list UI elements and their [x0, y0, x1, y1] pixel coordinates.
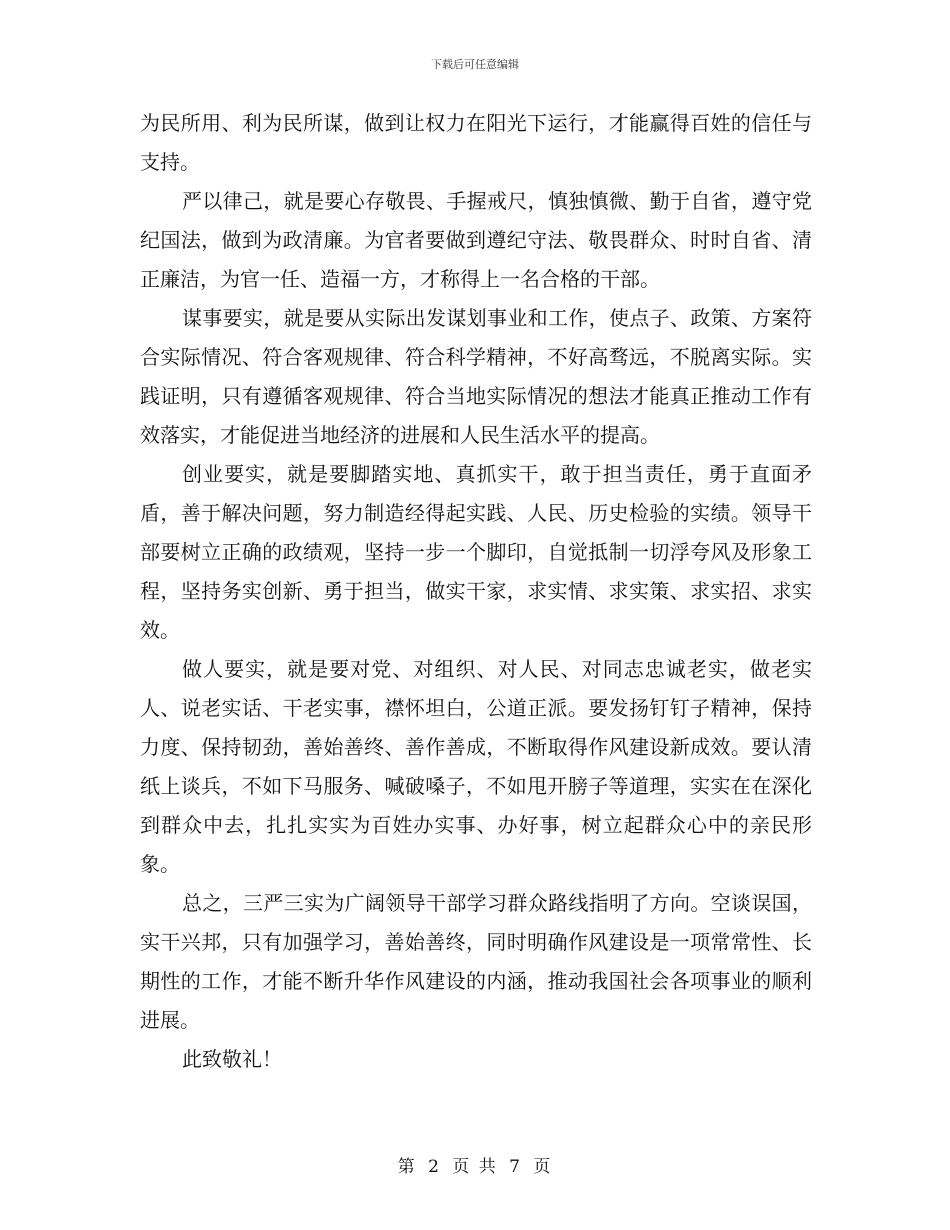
footer-page-number: 2 — [428, 1157, 441, 1177]
document-body — [140, 104, 812, 1079]
footer-total-pages: 7 — [509, 1157, 522, 1177]
page-header — [0, 56, 950, 72]
footer-middle: 页 共 — [452, 1157, 498, 1177]
paragraph-strict-self-discipline: 严以律己，就是要心存敬畏、手握戒尺，慎独慎微、勤于自省，遵守党纪国法，做到为政清廉。为官者要做到遵纪守法、敬畏群众、时时自省、清正廉洁，为官一任、造福一方，才称得上一名合格的干部。 — [140, 189, 812, 291]
paragraph-practical-entrepreneurship: 创业要实，就是要脚踏实地、真抓实干，敢于担当责任，勇于直面矛盾，善于解决问题，努力制造经得起实践、人民、历史检验的实绩。领导干部要树立正确的政绩观，坚持一步一个脚印，自觉抵制一切浮夸风及形象工程，坚持务实创新、勇于担当，做实干家，求实情、求实策、求实招、求实效。 — [140, 462, 812, 642]
footer-prefix: 第 — [397, 1157, 417, 1177]
paragraph-conclusion: 总之，三严三实为广阔领导干部学习群众路线指明了方向。空谈误国，实干兴邦，只有加强学习，善始善终，同时明确作风建设是一项常常性、长期性的工作，才能不断升华作风建设的内涵，推动我国社会各项事业的顺利进展。 — [140, 891, 812, 1032]
header-text: 下载后可任意编辑 — [431, 58, 519, 71]
page-footer — [0, 1152, 950, 1177]
footer-suffix: 页 — [533, 1157, 553, 1177]
paragraph-continuation: 为民所用、利为民所谋，做到让权力在阳光下运行，才能赢得百姓的信任与支持。 — [140, 111, 812, 174]
paragraph-closing-salutation: 此致敬礼！ — [182, 1047, 282, 1071]
paragraph-practical-conduct: 做人要实，就是要对党、对组织、对人民、对同志忠诚老实，做老实人、说老实话、干老实事，襟怀坦白，公道正派。要发扬钉钉子精神，保持力度、保持韧劲，善始善终、善作善成，不断取得作风建设新成效。要认清纸上谈兵，不如下马服务、喊破嗓子，不如甩开膀子等道理，实实在在深化到群众中去，扎扎实实为百姓办实事、办好事，树立起群众心中的亲民形象。 — [140, 657, 812, 876]
paragraph-practical-planning: 谋事要实，就是要从实际出发谋划事业和工作，使点子、政策、方案符合实际情况、符合客观规律、符合科学精神，不好高骛远，不脱离实际。实践证明，只有遵循客观规律、符合当地实际情况的想法才能真正推动工作有效落实，才能促进当地经济的进展和人民生活水平的提高。 — [140, 306, 812, 447]
